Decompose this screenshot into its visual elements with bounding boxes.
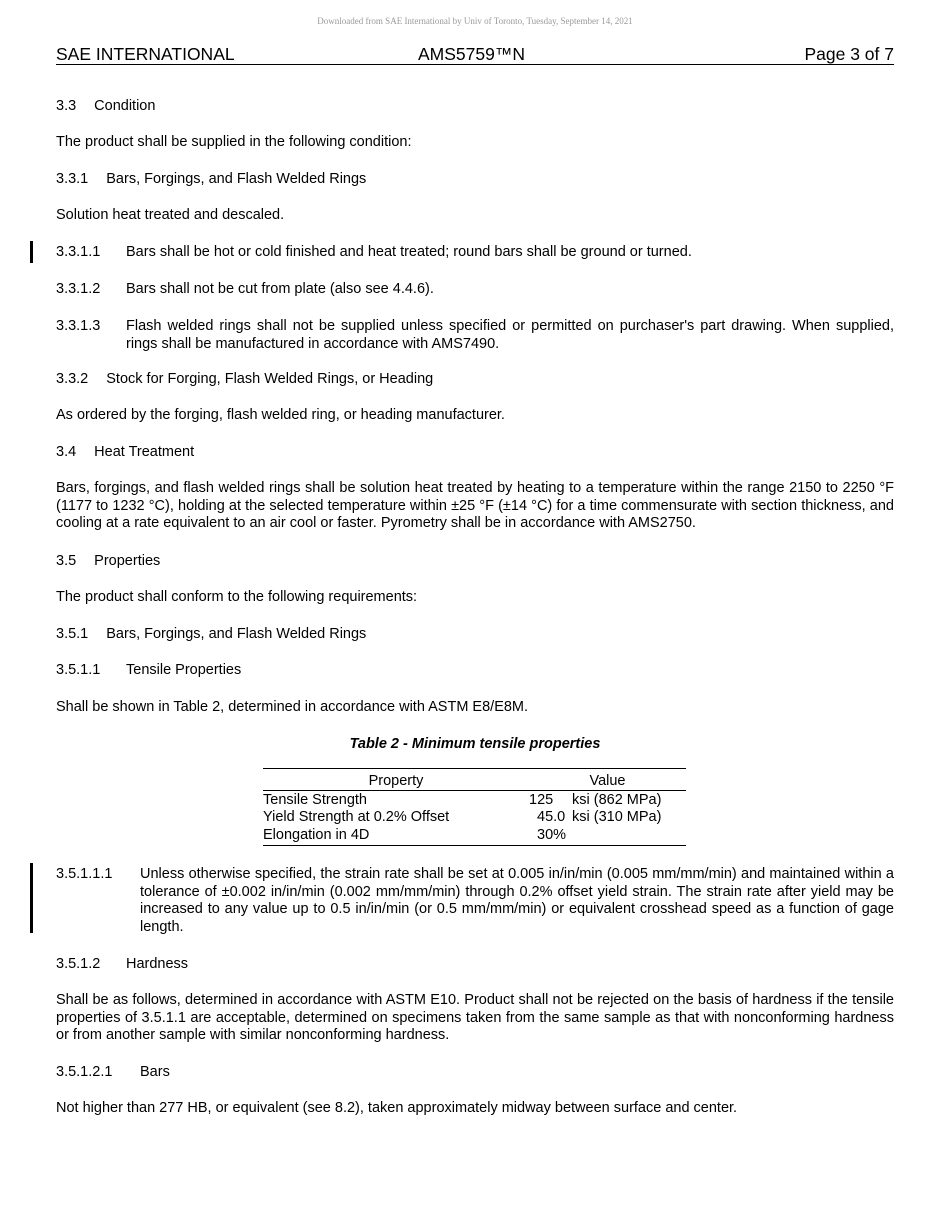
paragraph: Solution heat treated and descaled. [56, 207, 285, 223]
section-number: 3.5.1.1 [56, 662, 101, 678]
section-number: 3.5.1.2.1 [56, 1064, 113, 1080]
section-3-3-1-1-text: Bars shall be hot or cold finished and heat treated; round bars shall be ground or turned. [126, 244, 692, 260]
table-cell-value-unit: ksi (862 MPa) [572, 792, 662, 808]
table-cell-property: Elongation in 4D [263, 827, 370, 843]
table-header-rule [263, 790, 686, 791]
column-header-value: Value [589, 773, 626, 789]
section-3-5-1-1-1-text: Unless otherwise specified, the strain rate shall be set at 0.005 in/in/min (0.005 mm/mm/min) and maintained within a tolerance of ±0.002 in/in/min (0.002 mm/mm/min) through 0.2% offset yield strain. The strain rate after yield may be increased to any value up to 0.5 in/in/min (or 0.5 mm/mm/min) or equivalent crosshead speed as a function of gage length. [140, 866, 894, 935]
table-cell-property: Yield Strength at 0.2% Offset [263, 809, 450, 825]
table-cell-value-unit: ksi (310 MPa) [572, 809, 662, 825]
section-3-3-1-2-text: Bars shall not be cut from plate (also see 4.4.6). [126, 281, 434, 297]
section-number: 3.5.1.2 [56, 956, 101, 972]
section-number: 3.3.1.2 [56, 281, 101, 297]
table-bottom-rule [263, 845, 686, 846]
table-cell-value-number: 125 [529, 792, 554, 808]
paragraph: Shall be as follows, determined in accordance with ASTM E10. Product shall not be rejected on the basis of hardness if the tensile properties of 3.5.1.1 are acceptable, determined on specimens taken from the same sample as that with nonconforming hardness or from another sample with similar nonconforming hardness. [56, 992, 894, 1044]
section-number: 3.3.1.1 [56, 244, 101, 260]
column-header-property: Property [368, 773, 424, 789]
section-3-3-2-heading [56, 371, 433, 388]
section-number: 3.4 [56, 444, 77, 460]
page-header [56, 44, 894, 65]
section-3-5-1-2-1-title: Bars [140, 1064, 170, 1080]
paragraph: Not higher than 277 HB, or equivalent (see 8.2), taken approximately midway between surface and center. [56, 1100, 738, 1116]
table-caption: Table 2 - Minimum tensile properties [349, 736, 601, 752]
table-cell-value-number: 45.0 [537, 809, 566, 825]
table-cell-value-number: 30% [537, 827, 567, 843]
section-3-3-heading [56, 98, 155, 115]
section-title: Bars, Forgings, and Flash Welded Rings [106, 626, 367, 642]
section-number: 3.5.1.1.1 [56, 866, 113, 882]
section-number: 3.3.2 [56, 371, 89, 387]
paragraph: Bars, forgings, and flash welded rings shall be solution heat treated by heating to a temperature within the range 2150 to 2250 °F (1177 to 1232 °C), holding at the selected temperature within ±25 °F (±14 °C) for a time commensurate with section thickness, and cooling at a rate equivalent to an air cool or faster. Pyrometry shall be in accordance with AMS2750. [56, 480, 894, 532]
section-title: Properties [94, 553, 161, 569]
section-number: 3.3.1.3 [56, 318, 101, 334]
section-3-3-1-3-text: Flash welded rings shall not be supplied unless specified or permitted on purchaser's part drawing. When supplied, rings shall be manufactured in accordance with AMS7490. [126, 318, 894, 352]
section-title: Condition [94, 98, 156, 114]
paragraph: The product shall conform to the following requirements: [56, 589, 418, 605]
table-top-rule [263, 768, 686, 769]
section-title: Bars, Forgings, and Flash Welded Rings [106, 171, 367, 187]
document-id: AMS5759™N [418, 44, 525, 64]
paragraph: The product shall be supplied in the following condition: [56, 134, 412, 150]
section-3-3-1-heading [56, 171, 366, 188]
section-3-5-1-heading [56, 626, 366, 643]
publisher-name: SAE INTERNATIONAL [56, 44, 235, 64]
section-title: Stock for Forging, Flash Welded Rings, or Heading [106, 371, 434, 387]
section-number: 3.3.1 [56, 171, 89, 187]
revision-change-bar [30, 241, 33, 263]
paragraph: Shall be shown in Table 2, determined in accordance with ASTM E8/E8M. [56, 699, 529, 715]
download-watermark: Downloaded from SAE International by Univ of Toronto, Tuesday, September 14, 2021 [317, 16, 633, 26]
section-number: 3.5 [56, 553, 77, 569]
section-3-5-heading [56, 553, 160, 570]
table-cell-property: Tensile Strength [263, 792, 367, 808]
revision-change-bar [30, 863, 33, 933]
section-3-5-1-2-title: Hardness [126, 956, 189, 972]
paragraph: As ordered by the forging, flash welded ring, or heading manufacturer. [56, 407, 505, 423]
section-3-4-heading [56, 444, 194, 461]
section-number: 3.5.1 [56, 626, 89, 642]
page-number: Page 3 of 7 [804, 44, 894, 64]
section-3-5-1-1-title: Tensile Properties [126, 662, 242, 678]
section-number: 3.3 [56, 98, 77, 114]
section-title: Heat Treatment [94, 444, 195, 460]
